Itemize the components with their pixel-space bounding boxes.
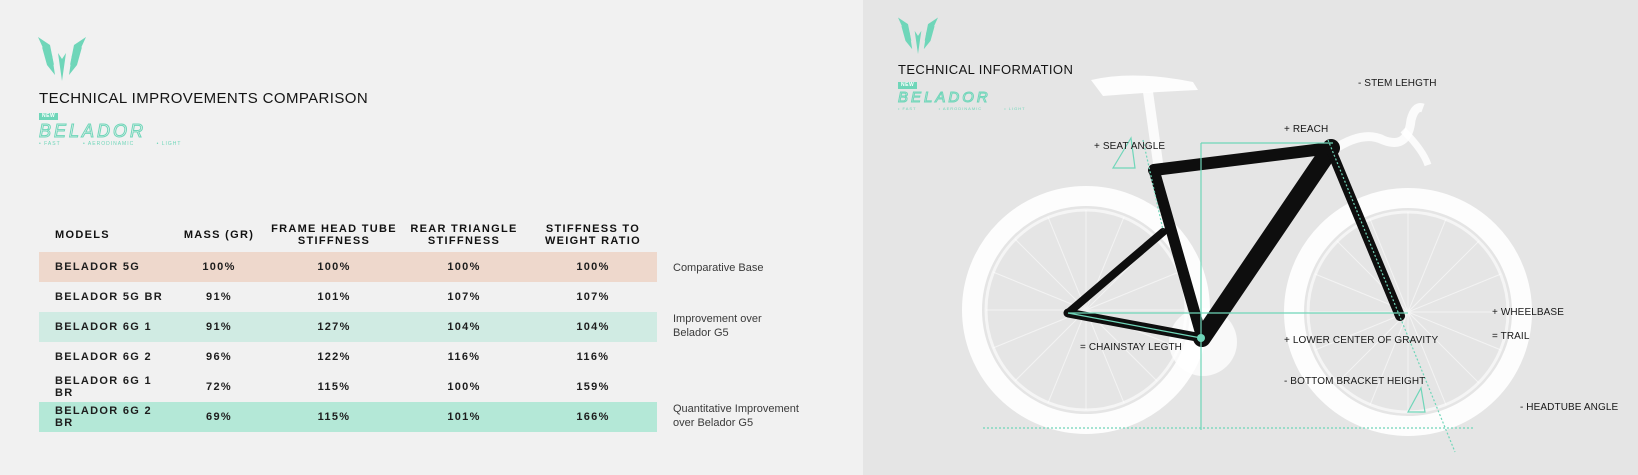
table-cell: 96% — [206, 351, 232, 363]
note-quantitative: Quantitative Improvement over Belador G5 — [673, 403, 799, 429]
table-cell: 101% — [317, 291, 351, 303]
brand-tag: • LIGHT — [1004, 106, 1026, 111]
page-title: TECHNICAL IMPROVEMENTS COMPARISON — [39, 90, 369, 107]
table-cell: 166% — [529, 402, 657, 432]
brand-tags — [898, 106, 1046, 111]
table-cell: BELADOR 6G 2 — [55, 351, 152, 363]
technical-information-panel — [863, 0, 1638, 475]
column-header: FRAME HEAD TUBE STIFFNESS — [271, 223, 397, 247]
brand-name: BELADOR — [898, 89, 991, 106]
label-trail: = TRAIL — [1492, 331, 1530, 342]
table-cell: BELADOR 5G — [39, 252, 169, 282]
table-row — [39, 312, 657, 342]
table-cell: BELADOR 6G 2 BR — [39, 402, 169, 432]
table-cell: BELADOR 6G 1 — [39, 312, 169, 342]
brand-tag: • FAST — [898, 106, 917, 111]
brand-wordmark — [39, 113, 199, 149]
table-cell: 100% — [269, 252, 399, 282]
label-wheelbase: + WHEELBASE — [1492, 307, 1564, 318]
table-row — [39, 252, 657, 282]
table-cell: 116% — [576, 351, 610, 363]
column-header: STIFFNESS TO WEIGHT RATIO — [544, 223, 642, 247]
label-reach: + REACH — [1284, 124, 1329, 135]
table-cell: 104% — [529, 312, 657, 342]
label-chainstay-length: = CHAINSTAY LEGTH — [1080, 342, 1183, 353]
handlebar-icon — [1333, 108, 1423, 151]
table-cell: 101% — [399, 402, 529, 432]
page-title: TECHNICAL INFORMATION — [898, 62, 1074, 77]
table-row — [39, 342, 657, 372]
table-cell: 91% — [169, 312, 269, 342]
table-cell: 91% — [206, 291, 232, 303]
column-header: MASS (GR) — [183, 229, 255, 241]
table-cell: BELADOR 6G 1 BR — [55, 375, 152, 399]
table-cell: 100% — [399, 252, 529, 282]
label-bottom-bracket-height: - BOTTOM BRACKET HEIGHT — [1284, 376, 1426, 387]
brand-tag: • LIGHT — [156, 141, 182, 147]
brand-tag: • AERODINAMIC — [83, 141, 135, 147]
table-cell: 115% — [317, 381, 351, 393]
brand-tag: • FAST — [39, 141, 61, 147]
bike-frame-icon — [1068, 145, 1400, 338]
table-cell: BELADOR 5G BR — [55, 291, 163, 303]
label-seat-angle: + SEAT ANGLE — [1094, 141, 1166, 152]
table-cell: 116% — [447, 351, 481, 363]
brand-name: BELADOR — [39, 121, 147, 141]
table-cell: 69% — [169, 402, 269, 432]
table-row — [39, 282, 657, 312]
table-cell: 100% — [169, 252, 269, 282]
brand-tags — [39, 141, 201, 147]
table-cell: 100% — [447, 381, 481, 393]
comparison-table — [39, 218, 657, 432]
label-lower-center-of-gravity: + LOWER CENTER OF GRAVITY — [1284, 335, 1439, 346]
table-cell: 72% — [206, 381, 232, 393]
note-comparative-base: Comparative Base — [673, 262, 764, 274]
brand-logo-icon — [898, 15, 938, 55]
brand-badge: NEW — [39, 113, 58, 120]
brand-logo-icon — [38, 35, 86, 81]
table-cell: 107% — [576, 291, 610, 303]
label-headtube-angle: - HEADTUBE ANGLE — [1520, 402, 1619, 413]
table-cell: 159% — [576, 381, 610, 393]
front-wheel-icon — [1294, 198, 1522, 426]
table-header-row — [39, 218, 657, 252]
table-row — [39, 402, 657, 432]
brand-badge: NEW — [898, 82, 917, 89]
table-cell: 107% — [447, 291, 481, 303]
table-cell: 104% — [399, 312, 529, 342]
brand-wordmark — [898, 82, 1038, 112]
note-improvement: Improvement over Belador G5 — [673, 313, 762, 339]
table-cell: 127% — [269, 312, 399, 342]
column-header: REAR TRIANGLE STIFFNESS — [410, 223, 518, 247]
column-header: MODELS — [55, 229, 110, 241]
table-cell: 122% — [317, 351, 351, 363]
table-row — [39, 372, 657, 402]
table-cell: 115% — [269, 402, 399, 432]
brand-tag: • AERODINAMIC — [938, 106, 983, 111]
table-cell: 100% — [529, 252, 657, 282]
label-stem-length: - STEM LEHGTH — [1358, 78, 1437, 89]
